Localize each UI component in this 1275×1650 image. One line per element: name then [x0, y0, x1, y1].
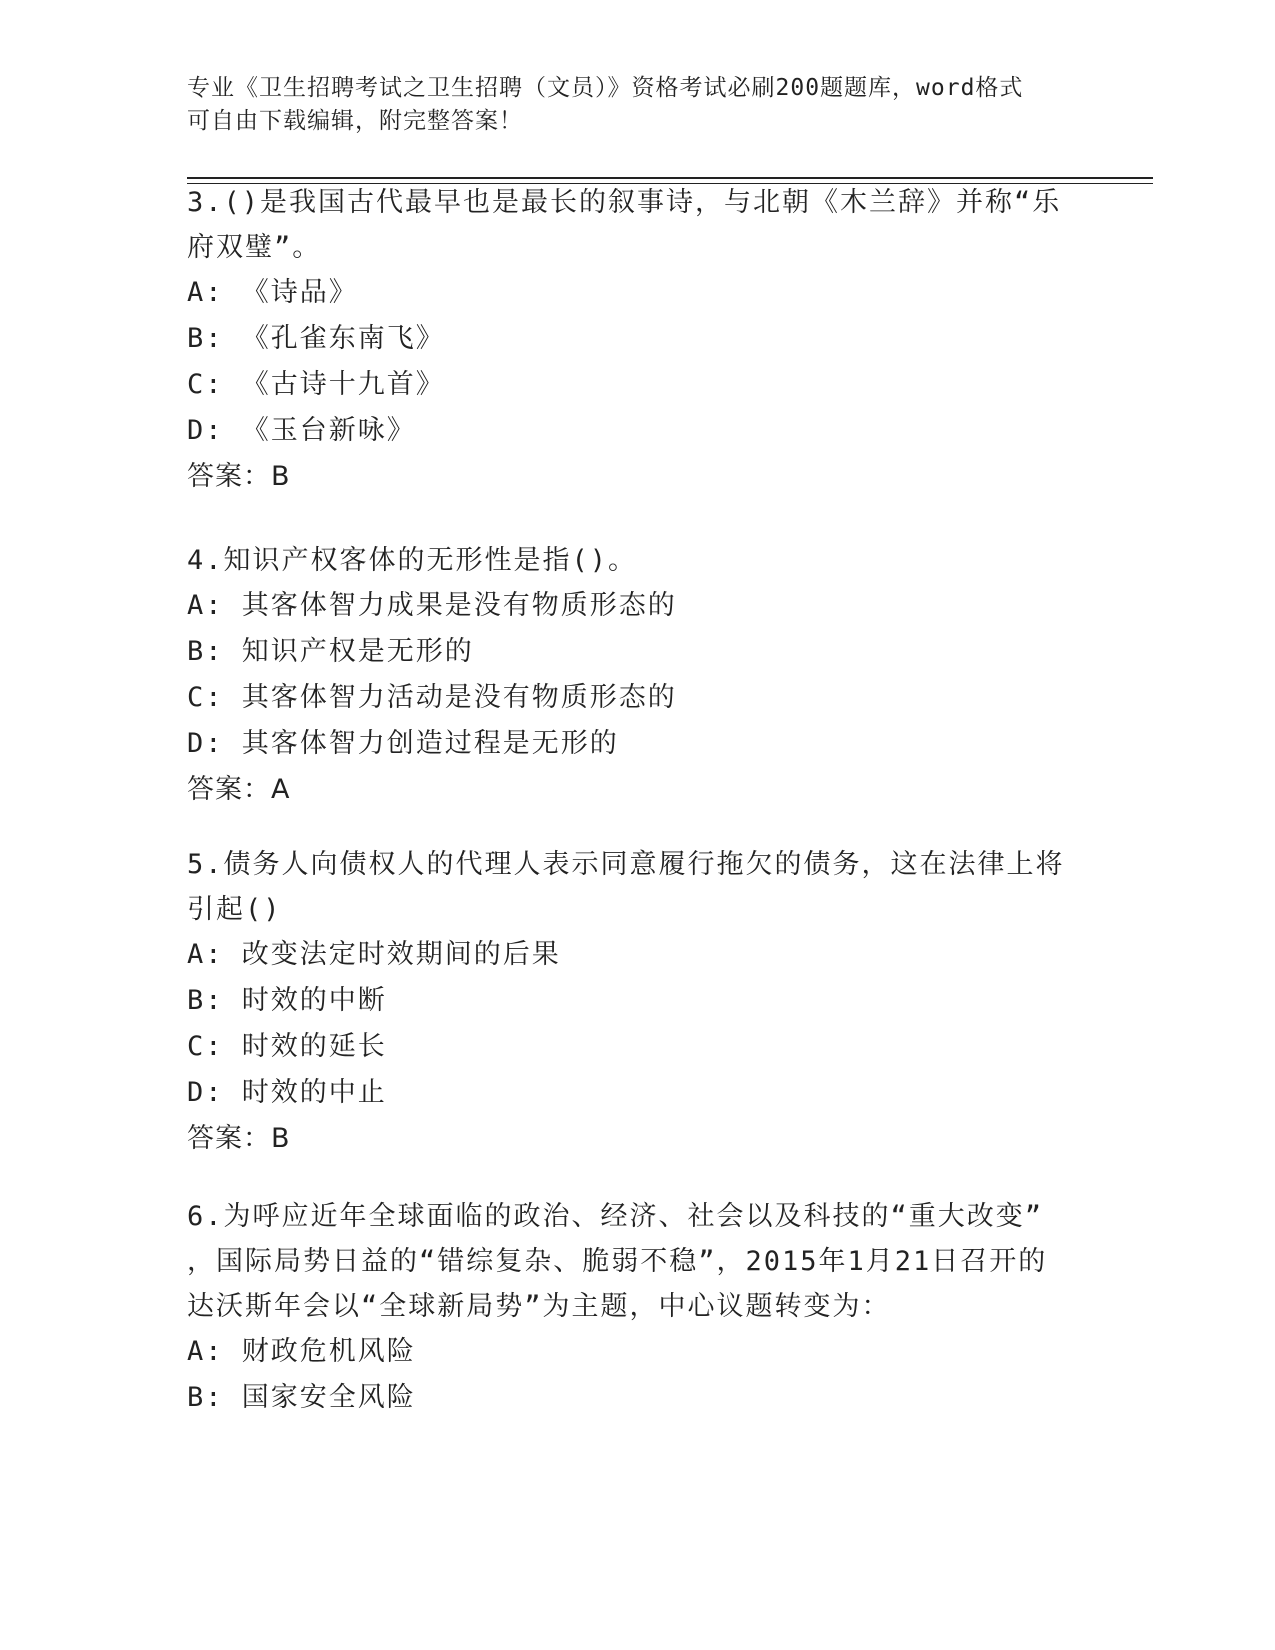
- question-4: [187, 538, 1087, 813]
- question-stem-line: 府双璧”。: [187, 232, 322, 263]
- option-a: A: 其客体智力成果是没有物质形态的: [187, 590, 677, 621]
- header-line: 专业《卫生招聘考试之卫生招聘（文员）》资格考试必刷200题题库，word格式: [187, 75, 1024, 101]
- question-stem-line: 4.知识产权客体的无形性是指()。: [187, 545, 638, 576]
- question-stem-line: 5.债务人向债权人的代理人表示同意履行拖欠的债务，这在法律上将: [187, 849, 1065, 880]
- option-d: D: 《玉台新咏》: [187, 415, 416, 446]
- option-c: C: 《古诗十九首》: [187, 369, 445, 400]
- option-d: D: 其客体智力创造过程是无形的: [187, 728, 619, 759]
- answer: 答案：B: [187, 461, 291, 492]
- option-b: B: 知识产权是无形的: [187, 636, 474, 667]
- question-stem-line: 3.()是我国古代最早也是最长的叙事诗，与北朝《木兰辞》并称“乐: [187, 187, 1062, 218]
- question-stem-line: ，国际局势日益的“错综复杂、脆弱不稳”，2015年1月21日召开的: [187, 1246, 1048, 1277]
- option-c: C: 其客体智力活动是没有物质形态的: [187, 682, 677, 713]
- question-stem-line: 达沃斯年会以“全球新局势”为主题，中心议题转变为：: [187, 1291, 891, 1322]
- question-5: [187, 842, 1087, 1162]
- option-b: B: 《孔雀东南飞》: [187, 323, 445, 354]
- option-b: B: 国家安全风险: [187, 1382, 416, 1413]
- option-b: B: 时效的中断: [187, 985, 387, 1016]
- answer: 答案：A: [187, 774, 291, 805]
- option-a: A: 财政危机风险: [187, 1336, 416, 1367]
- question-3: [187, 180, 1087, 500]
- question-6: [187, 1194, 1087, 1421]
- option-d: D: 时效的中止: [187, 1077, 387, 1108]
- document-header: [187, 72, 1067, 138]
- header-divider: [187, 177, 1153, 179]
- answer: 答案：B: [187, 1123, 291, 1154]
- option-a: A: 改变法定时效期间的后果: [187, 939, 561, 970]
- question-stem-line: 6.为呼应近年全球面临的政治、经济、社会以及科技的“重大改变”: [187, 1201, 1044, 1232]
- option-c: C: 时效的延长: [187, 1031, 387, 1062]
- header-line: 可自由下载编辑，附完整答案！: [187, 108, 523, 134]
- question-stem-line: 引起(): [187, 894, 282, 925]
- option-a: A: 《诗品》: [187, 277, 358, 308]
